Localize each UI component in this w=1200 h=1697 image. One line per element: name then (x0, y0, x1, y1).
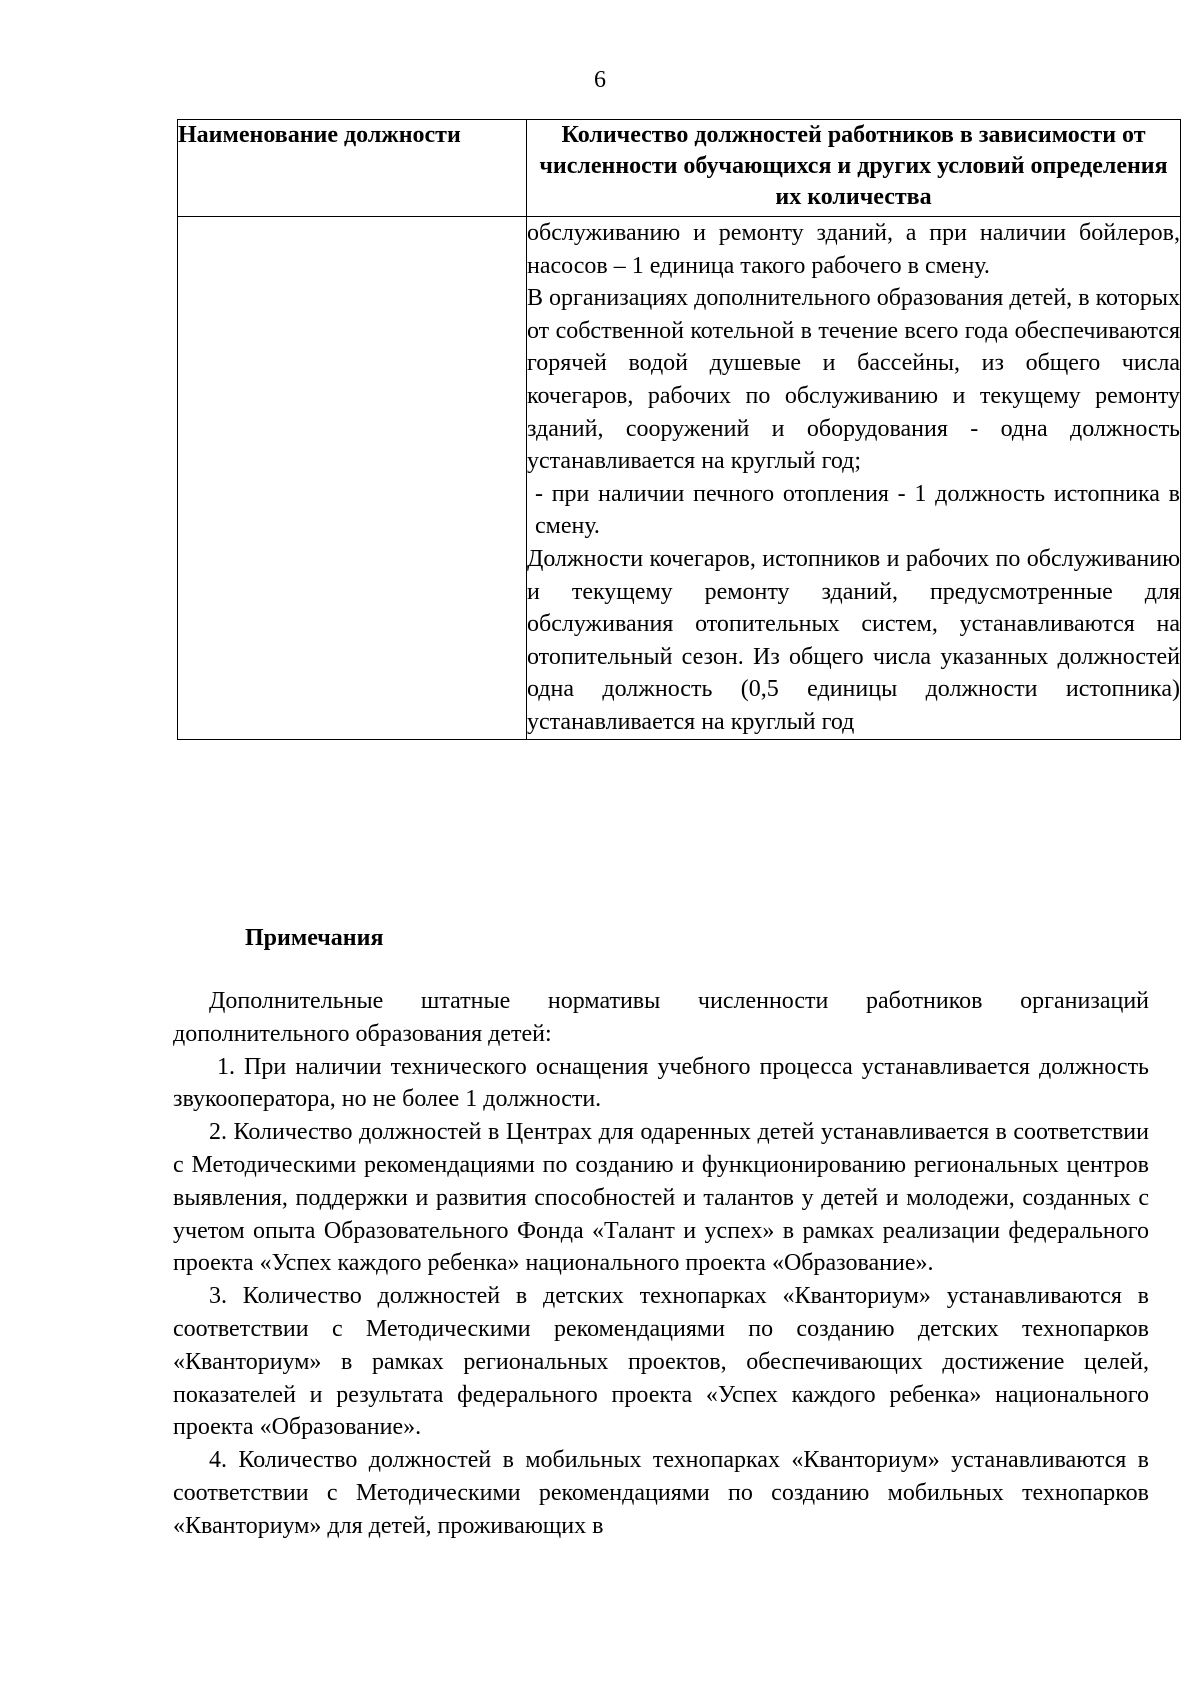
page-number: 6 (594, 67, 606, 93)
table-paragraph: Должности кочегаров, истопников и рабочих по обслуживанию и текущему ремонту зданий, предусмотренные для обслуживания отопительных систем, устанавливаются на отопительный сезон. Из общего числа указанных должностей одна должность (0,5 единицы должности истопника) устанавливается на круглый год (527, 545, 1180, 735)
staff-table (177, 119, 1181, 740)
header-position-count: Количество должностей работников в зависимости от численности обучающихся и других условий определения их количества (527, 120, 1181, 217)
notes-body (173, 985, 1149, 1543)
table-row (178, 217, 1181, 740)
table-paragraph: обслуживанию и ремонту зданий, а при наличии бойлеров, насосов – 1 единица такого рабочего в смену. (527, 220, 1180, 279)
notes-item: 3. Количество должностей в детских технопарках «Кванториум» устанавливаются в соответствии с Методическими рекомендациями по созданию детских технопарков «Кванториум» в рамках региональных проектов, обеспечивающих достижение целей, показателей и результата федерального проекта «Успех каждого ребенка» национального проекта «Образование». (173, 1283, 1149, 1441)
notes-item: 2. Количество должностей в Центрах для одаренных детей устанавливается в соответствии с Методическими рекомендациями по созданию и функционированию региональных центров выявления, поддержки и развития способностей и талантов у детей и молодежи, созданных с учетом опыта Образовательного Фонда «Талант и успех» в рамках реализации федерального проекта «Успех каждого ребенка» национального проекта «Образование». (173, 1119, 1149, 1277)
table-paragraph: - при наличии печного отопления - 1 должность истопника в смену. (535, 480, 1180, 540)
table-paragraph: В организациях дополнительного образования детей, в которых от собственной котельной в течение всего года обеспечиваются горячей водой душевые и бассейны, из общего числа кочегаров, рабочих по обслуживанию и текущему ремонту зданий, сооружений и оборудования - одна должность устанавливается на круглый год; (527, 285, 1180, 475)
table-header-row (178, 120, 1181, 217)
cell-position-count (527, 217, 1181, 740)
notes-item: 1. При наличии технического оснащения учебного процесса устанавливается должность звукооператора, но не более 1 должности. (173, 1053, 1149, 1113)
cell-position-name (178, 217, 527, 740)
notes-intro: Дополнительные штатные нормативы численности работников организаций дополнительного образования детей: (173, 988, 1149, 1047)
notes-item: 4. Количество должностей в мобильных технопарках «Кванториум» устанавливаются в соответствии с Методическими рекомендациями по созданию мобильных технопарков «Кванториум» для детей, проживающих в (173, 1447, 1149, 1539)
notes-title: Примечания (245, 925, 384, 951)
header-position-name: Наименование должности (178, 120, 527, 217)
